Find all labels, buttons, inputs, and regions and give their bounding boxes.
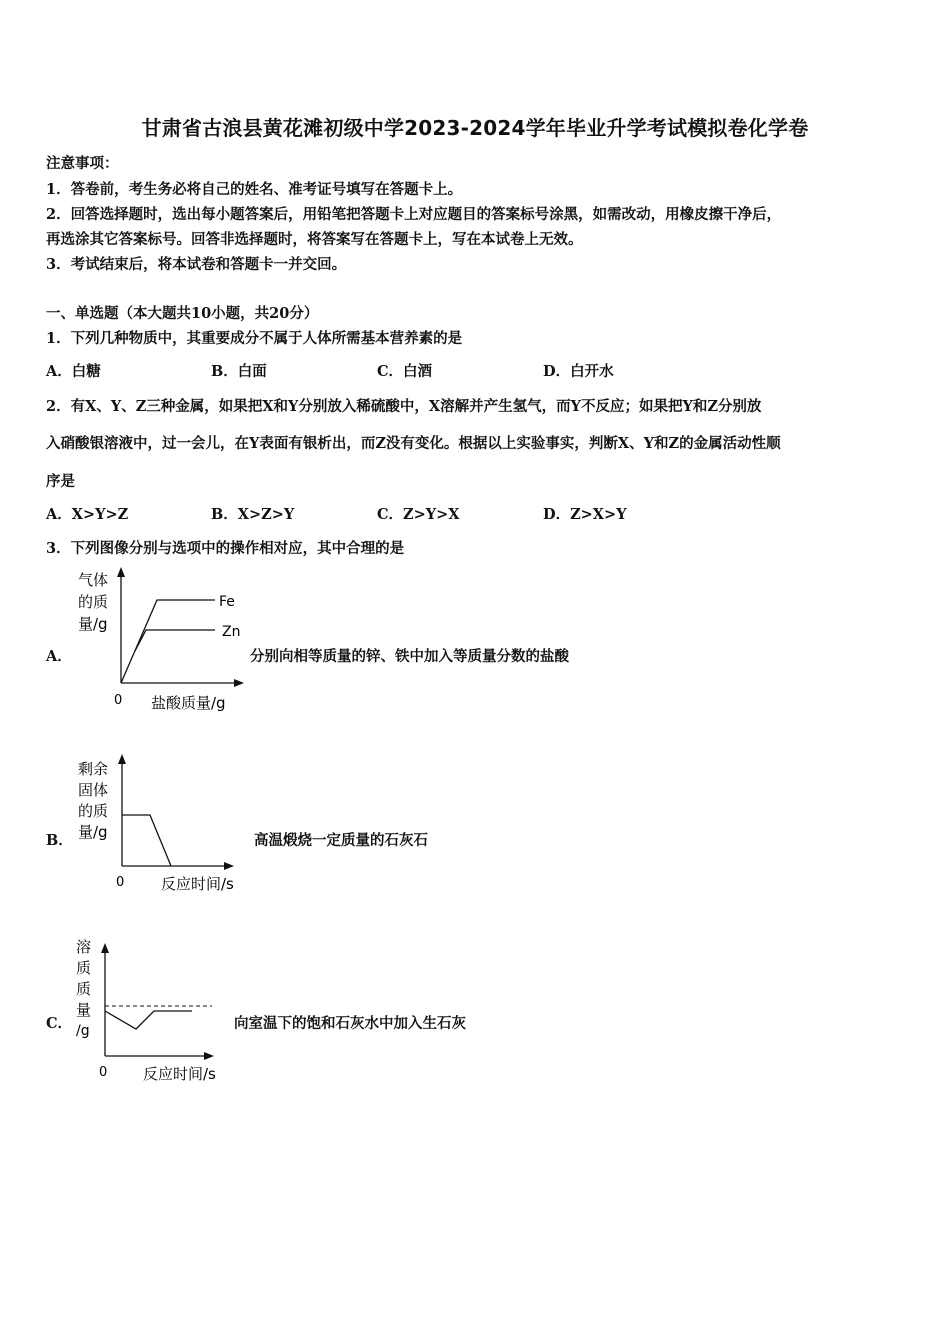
question-2-stem-line: 2．有X、Y、Z三种金属，如果把X和Y分别放入稀硫酸中，X溶解并产生氢气，而Y不反应；如果把Y和Z分别放 [46, 398, 762, 415]
q1-option-b[interactable]: B．白面 [211, 363, 267, 380]
figure-a-ylabel-line: 量/g [78, 615, 108, 633]
figure-a-legend-zn: Zn [222, 624, 241, 640]
figure-b-xlabel: 反应时间/s [161, 875, 234, 893]
question-3-stem: 3．下列图像分别与选项中的操作相对应，其中合理的是 [46, 540, 405, 557]
q3-option-c-label[interactable]: C． [46, 1015, 73, 1032]
figure-c-ylabel-line: 溶 [76, 938, 92, 956]
figure-c-solute-line [105, 1011, 192, 1029]
notice-item: 3．考试结束后，将本试卷和答题卡一并交回。 [46, 256, 347, 273]
figure-a-zn-line [135, 630, 215, 651]
figure-a-description: 分别向相等质量的锌、铁中加入等质量分数的盐酸 [250, 648, 569, 665]
q1-option-c[interactable]: C．白酒 [377, 363, 433, 380]
notice-item: 2．回答选择题时，选出每小题答案后，用铅笔把答题卡上对应题目的答案标号涂黑，如需改动，用橡皮擦干净后， [46, 206, 782, 223]
figure-c-xlabel: 反应时间/s [143, 1065, 216, 1083]
q3-option-b-label[interactable]: B． [46, 832, 73, 849]
figure-a-origin: 0 [114, 693, 123, 708]
figure-c-ylabel-line: /g [76, 1023, 90, 1039]
figure-b-ylabel-line: 量/g [78, 823, 108, 841]
figure-b-graph [70, 750, 250, 898]
figure-b-x-arrow [224, 862, 234, 870]
q2-option-c[interactable]: C．Z>Y>X [377, 506, 460, 523]
question-2-stem-line: 序是 [46, 473, 75, 490]
figure-c-origin: 0 [99, 1065, 108, 1080]
section-heading: 一、单选题（本大题共10小题，共20分） [46, 305, 319, 322]
q2-option-a[interactable]: A．X>Y>Z [46, 506, 129, 523]
figure-a-legend-fe: Fe [219, 594, 235, 610]
figure-b-description: 高温煅烧一定质量的石灰石 [254, 832, 428, 849]
figure-c-ylabel-line: 质 [76, 980, 92, 998]
figure-a-y-arrow [117, 567, 125, 577]
figure-a-x-arrow [234, 679, 244, 687]
figure-a-ylabel-line: 的质 [78, 593, 109, 611]
figure-c-ylabel-line: 量 [76, 1001, 92, 1019]
q1-option-d[interactable]: D．白开水 [543, 363, 614, 380]
figure-c-ylabel-line: 质 [76, 959, 92, 977]
notice-item: 再选涂其它答案标号。回答非选择题时，将答案写在答题卡上，写在本试卷上无效。 [46, 231, 583, 248]
figure-c-y-arrow [101, 943, 109, 953]
question-1-stem: 1．下列几种物质中，其重要成分不属于人体所需基本营养素的是 [46, 330, 463, 347]
q2-option-d[interactable]: D．Z>X>Y [543, 506, 627, 523]
notice-heading: 注意事项： [46, 155, 119, 172]
figure-c-x-arrow [204, 1052, 214, 1060]
q1-option-a[interactable]: A．白糖 [46, 363, 101, 380]
figure-c-description: 向室温下的饱和石灰水中加入生石灰 [234, 1015, 466, 1032]
question-2-stem-line: 入硝酸银溶液中，过一会儿，在Y表面有银析出，而Z没有变化。根据以上实验事实，判断X、Y和Z的金属活动性顺 [46, 435, 781, 452]
figure-a-fe-line [121, 600, 215, 683]
figure-b-ylabel-line: 的质 [78, 802, 109, 820]
figure-b-ylabel-line: 固体 [78, 781, 109, 799]
q3-option-a-label[interactable]: A． [46, 648, 72, 665]
exam-title: 甘肃省古浪县黄花滩初级中学2023-2024学年毕业升学考试模拟卷化学卷 [141, 116, 809, 140]
figure-a-graph [70, 565, 250, 715]
figure-a-ylabel-line: 气体 [78, 571, 109, 589]
notice-item: 1．答卷前，考生务必将自己的姓名、准考证号填写在答题卡上。 [46, 181, 463, 198]
figure-c-graph [70, 935, 230, 1085]
figure-b-y-arrow [118, 754, 126, 764]
figure-b-mass-line [122, 815, 171, 866]
figure-a-xlabel: 盐酸质量/g [151, 694, 226, 712]
figure-b-origin: 0 [116, 875, 125, 890]
q2-option-b[interactable]: B．X>Z>Y [211, 506, 295, 523]
figure-b-ylabel-line: 剩余 [78, 760, 109, 778]
